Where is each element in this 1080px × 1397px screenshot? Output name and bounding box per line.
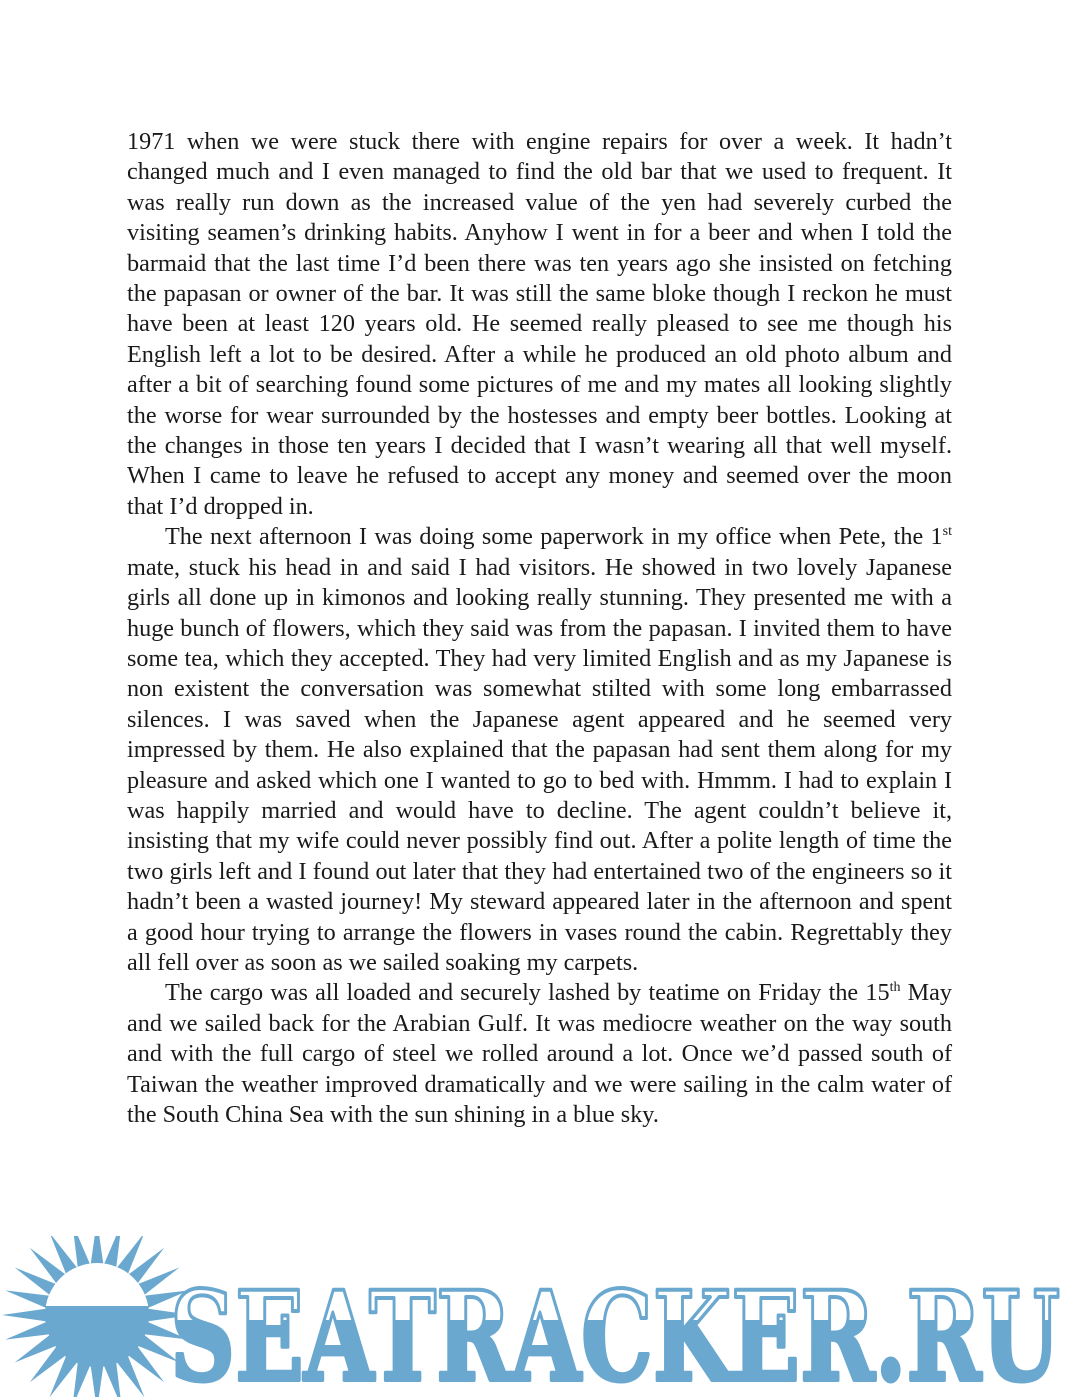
paragraph-text: May and we sailed back for the Arabian Gulf. It was mediocre weather on the way south and with the full cargo of steel we rolled around a lot. Once we’d passed south of Taiwan the weather improved dramatically and we were sailing in the calm water of the South China Sea with the sun shining in a blue sky.: [127, 979, 952, 1128]
paragraph: [127, 978, 952, 1130]
paragraph-text: The next afternoon I was doing some paperwork in my office when Pete, the 1: [165, 523, 943, 551]
page-body: [127, 127, 952, 1130]
paragraph: [127, 127, 952, 522]
paragraph-text: 1971 when we were stuck there with engine repairs for over a week. It hadn’t changed much and I even managed to find the old bar that we used to frequent. It was really run down as the increased value of the yen had severely curbed the visiting seamen’s drinking habits. Anyhow I went in for a beer and when I told the barmaid that the last time I’d been there was ten years ago she insisted on fetching the papasan or owner of the bar. It was still the same bloke though I reckon he must have been at least 120 years old. He seemed really pleased to see me though his English left a lot to be desired. After a while he produced an old photo album and after a bit of searching found some pictures of me and my mates all looking slightly the worse for wear surrounded by the hostesses and empty beer bottles. Looking at the changes in those ten years I decided that I wasn’t wearing all that well myself. When I came to leave he refused to accept any money and seemed over the moon that I’d dropped in.: [127, 128, 952, 520]
paragraph: [127, 522, 952, 978]
watermark-text: SEATRACKER.RU: [170, 1265, 1060, 1397]
superscript: th: [889, 980, 901, 996]
watermark-graphic: [0, 1236, 1080, 1397]
paragraph-text: mate, stuck his head in and said I had visitors. He showed in two lovely Japanese girls all done up in kimonos and looking really stunning. They presented me with a huge bunch of flowers, which they said was from the papasan. I invited them to have some tea, which they accepted. They had very limited English and as my Japanese is non existent the conversation was somewhat stilted with some long embarrassed silences. I was saved when the Japanese agent appeared and he seemed very impressed by them. He also explained that the papasan had sent them along for my pleasure and asked which one I wanted to go to bed with. Hmmm. I had to explain I was happily married and would have to decline. The agent couldn’t believe it, insisting that my wife could never possibly find out. After a polite length of time the two girls left and I found out later that they had entertained two of the engineers so it hadn’t been a wasted journey! My steward appeared later in the afternoon and spent a good hour trying to arrange the flowers in vases round the cabin. Regrettably they all fell over as soon as we sailed soaking my carpets.: [127, 553, 952, 976]
watermark: [0, 1236, 1080, 1397]
sun-icon: [2, 1236, 192, 1397]
superscript: st: [942, 524, 952, 540]
paragraph-text: The cargo was all loaded and securely lashed by teatime on Friday the 15: [165, 979, 890, 1007]
